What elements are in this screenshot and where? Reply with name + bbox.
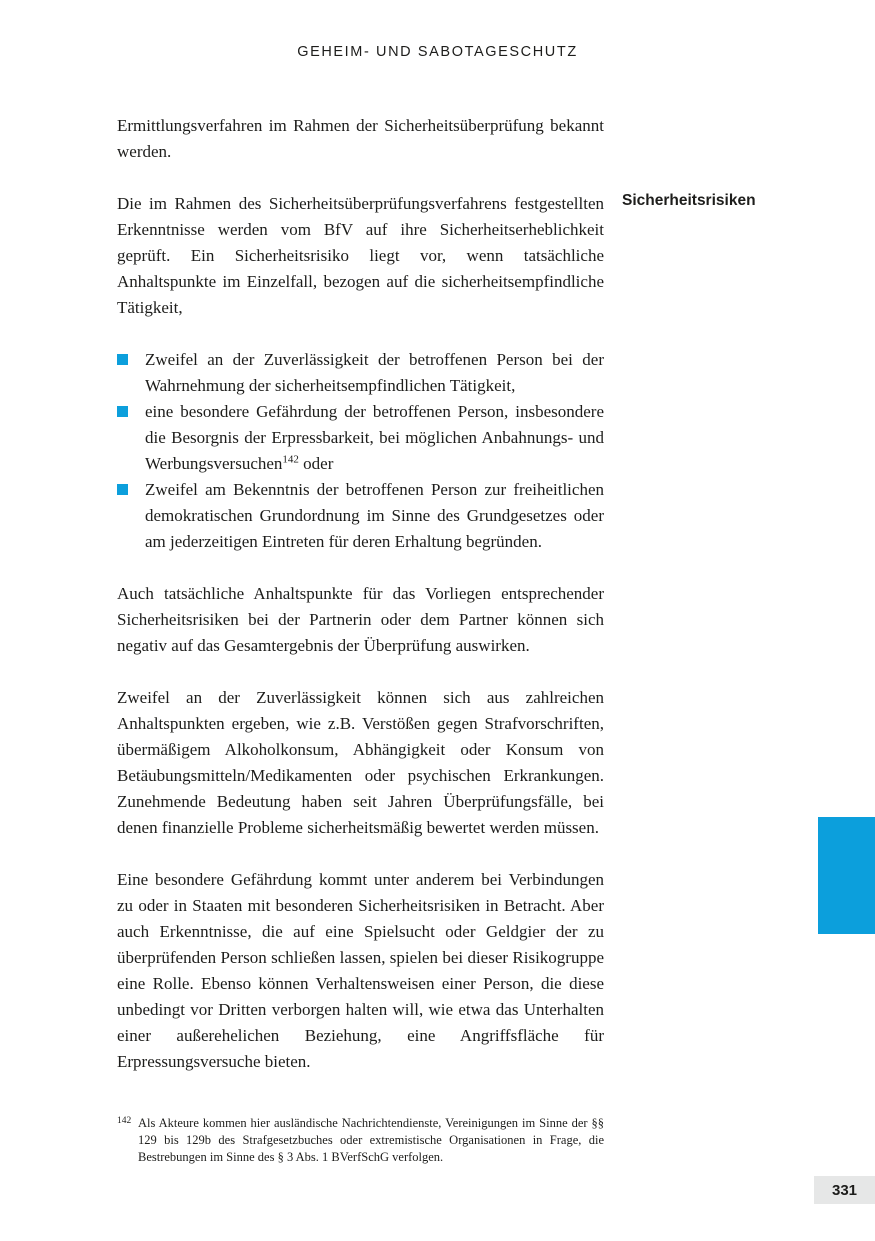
running-header: GEHEIM- UND SABOTAGESCHUTZ — [297, 44, 578, 60]
list-item — [117, 399, 604, 477]
list-item-text: Zweifel an der Zuverlässigkeit der betroffenen Person bei der Wahrnehmung der sicherheitsempfindlichen Tätigkeit, — [145, 350, 604, 395]
bullet-square-icon — [117, 484, 128, 495]
list-item-text: eine besondere Gefährdung der betroffenen Person, insbesondere die Besorgnis der Erpressbarkeit, bei möglichen Anbahnungs- und Werbungsversuchen — [145, 402, 604, 473]
chapter-edge-tab — [818, 817, 875, 934]
list-item-text-tail: oder — [298, 454, 334, 473]
paragraph-gefaehrdung: Eine besondere Gefährdung kommt unter anderem bei Verbindungen zu oder in Staaten mit besonderen Sicherheitsrisiken in Betracht. Aber auch Erkenntnisse, die auf eine Spielsucht oder Geldgier der zu überprüfenden Person schließen lassen, spielen bei dieser Risikogruppe eine Rolle. Ebenso können Verhaltensweisen einer Person, die diese unbedingt vor Dritten verborgen halten will, wie etwa das Unterhalten einer außerehelichen Beziehung, eine Angriffsfläche für Erpressungsversuche bieten. — [117, 870, 604, 1071]
bullet-square-icon — [117, 406, 128, 417]
body-text-column — [117, 113, 756, 1101]
footnote — [117, 1115, 604, 1166]
list-item-text: Zweifel am Bekenntnis der betroffenen Person zur freiheitlichen demokratischen Grundordnung im Sinne des Grundgesetzes oder am jederzeitigen Eintreten für deren Erhaltung begründen. — [145, 480, 604, 551]
paragraph-with-margin-note — [117, 191, 756, 321]
paragraph-zuverlaessigkeit: Zweifel an der Zuverlässigkeit können sich aus zahlreichen Anhaltspunkten ergeben, wie z.B. Verstößen gegen Strafvorschriften, übermäßigem Alkoholkonsum, Abhängigkeit oder Konsum von Betäubungsmitteln/Medikamenten oder psychischen Erkrankungen. Zunehmende Bedeutung haben seit Jahren Überprüfungsfälle, bei denen finanzielle Probleme sicherheitsmäßig bewertet werden müssen. — [117, 688, 604, 837]
paragraph-security-check: Die im Rahmen des Sicherheitsüberprüfungsverfahrens festgestellten Erkenntnisse werden vom BfV auf ihre Sicherheitserheblichkeit geprüft. Ein Sicherheitsrisiko liegt vor, wenn tatsächliche Anhaltspunkte im Einzelfall, bezogen auf die sicherheitsempfindliche Tätigkeit, — [117, 194, 604, 317]
footnote-marker: 142 — [117, 1116, 132, 1126]
footnote-text: Als Akteure kommen hier ausländische Nachrichtendienste, Vereinigungen im Sinne der §§ 129 bis 129b des Strafgesetzbuches oder extremistische Organisationen in Frage, die Bestrebungen im Sinne des § 3 Abs. 1 BVerfSchG verfolgen. — [138, 1116, 604, 1164]
list-item — [117, 477, 604, 555]
risk-bullet-list — [117, 347, 604, 555]
paragraph-partner: Auch tatsächliche Anhaltspunkte für das Vorliegen entsprechender Sicherheitsrisiken bei der Partnerin oder dem Partner können sich negativ auf das Gesamtergebnis der Überprüfung auswirken. — [117, 584, 604, 655]
list-item — [117, 347, 604, 399]
page-number-box — [814, 1176, 875, 1204]
paragraph-intro: Ermittlungsverfahren im Rahmen der Sicherheitsüberprüfung bekannt werden. — [117, 116, 604, 161]
page-number: 331 — [831, 1181, 858, 1199]
margin-note-sicherheitsrisiken: Sicherheitsrisiken — [622, 192, 756, 209]
bullet-square-icon — [117, 354, 128, 365]
footnote-reference: 142 — [282, 453, 299, 466]
